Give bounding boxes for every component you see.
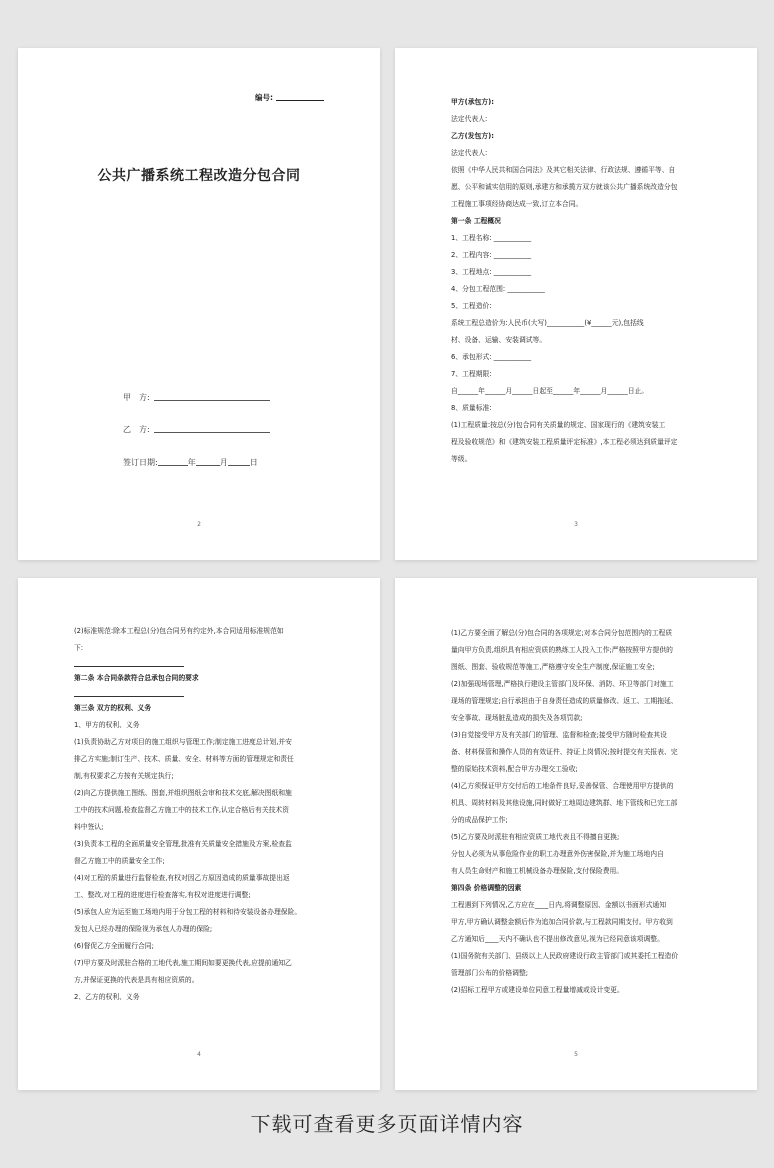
day-blank	[228, 465, 250, 466]
text-line: 等级。	[451, 455, 472, 463]
text-line: (5)承包人应为运至施工场地内用于分包工程的材料和待安装设备办理保险。	[74, 908, 302, 916]
text-line: 工、整改,对工程的进度进行检查落实,有权对进度进行调整;	[74, 891, 251, 899]
text-line: 安全事故、现场脏乱造成的损失及各项罚款;	[451, 714, 583, 722]
text-line: 7、工程期限:	[451, 370, 492, 378]
text-line: 法定代表人:	[451, 149, 488, 157]
text-line: 愿、公平和诚实信用的原则,承建方和承揽方双方就该公共广播系统改造分包	[451, 183, 678, 191]
text-line: (4)对工程的质量进行监督检查,有权对因乙方原因造成的质量事故提出返	[74, 874, 290, 882]
text-line: (7)甲方要及时派驻合格的工地代表,施工期间如要更换代表,应提前通知乙	[74, 959, 292, 967]
page-number: 3	[574, 521, 578, 528]
text-line: 发包人已经办理的保险视为承包人办理的保险;	[74, 925, 213, 933]
text-line: (1)负责协助乙方对项目的施工组织与管理工作;制定施工进度总计划,并安	[74, 738, 292, 746]
page-number: 4	[197, 1051, 201, 1058]
text-line: 依照《中华人民共和国合同法》及其它相关法律、行政法规、遵循平等、自	[451, 166, 676, 174]
text-line: (1)乙方要全面了解总(分)包合同的各项规定;对本合同分包范围内的工程质	[451, 629, 673, 637]
text-line: 乙方通知后____天内不确认也不提出修改意见,视为已经同意该项调整。	[451, 935, 664, 943]
text-line: (2)向乙方提供施工图纸、图套,并组织图纸会审和技术交底,解决图纸和施	[74, 789, 292, 797]
text-line: 排乙方实施;制订生产、技术、质量、安全、材料等方面的管理规定和责任	[74, 755, 294, 763]
text-line: 4、分包工程范围: ___________	[451, 285, 545, 293]
section-heading: 第三条 双方的权利、义务	[74, 704, 152, 712]
page-body	[451, 97, 715, 471]
party-b-blank	[154, 432, 270, 433]
text-line: 1、甲方的权利、义务	[74, 721, 140, 729]
download-more-text[interactable]: 下载可查看更多页面详情内容	[250, 1112, 524, 1136]
party-a-sign-line	[123, 392, 270, 403]
contract-title: 公共广播系统工程改造分包合同	[97, 168, 301, 184]
text-line: 自______年______月______日起至______年______月______日止。	[451, 387, 649, 395]
text-line: 甲方,甲方确认调整金额后作为追加合同价款,与工程款同期支付。甲方收到	[451, 918, 673, 926]
page-number: 5	[574, 1051, 578, 1058]
text-line: 图纸、图套、验收规范等施工,严格遵守安全生产制度,保证施工安全;	[451, 663, 655, 671]
contract-number-label: 编号:	[255, 93, 273, 102]
text-line: 量向甲方负责,组织具有相应资质的熟练工人投入工作;严格按照甲方提供的	[451, 646, 673, 654]
section-heading: 乙方(发包方):	[451, 132, 494, 140]
text-line: 2、工程内容: ___________	[451, 251, 532, 259]
day-label: 日	[249, 458, 258, 467]
section-heading: 第二条 本合同条款符合总承包合同的要求	[74, 674, 199, 682]
month-label: 月	[219, 458, 228, 467]
year-label: 年	[187, 458, 196, 467]
party-a-label: 甲 方:	[123, 393, 150, 402]
section-heading: 第四条 价格调整的因素	[451, 884, 522, 892]
text-line: 工中的技术问题,检查监督乙方施工中的技术工作,认定合格后有关技术资	[74, 806, 290, 814]
text-line: (1)国务院有关部门、县级以上人民政府建设行政主管部门或其委托工程造价	[451, 952, 679, 960]
text-line: 方,并保证更换的代表是具有相应资质的。	[74, 976, 199, 984]
text-line: 程及验收规范》和《建筑安装工程质量评定标准》,本工程必须达到质量评定	[451, 438, 678, 446]
party-a-blank	[154, 400, 270, 401]
text-line: 机具、周转材料及其他设施,同时做好工地周边建筑群、地下管线和已完工部	[451, 799, 678, 807]
text-line: 下:	[74, 644, 84, 652]
text-line: (2)加强现场管理,严格执行建设主管部门及环保、消防、环卫等部门对施工	[451, 680, 674, 688]
sign-date-label: 签订日期:	[123, 458, 158, 467]
text-line: 1、工程名称: ___________	[451, 234, 532, 242]
text-line: 督乙方施工中的质量安全工作;	[74, 857, 165, 865]
text-line: 制,有权要求乙方按有关规定执行;	[74, 772, 174, 780]
text-line: 有人员生命财产和施工机械设备办理保险,支付保险费用。	[451, 867, 624, 875]
page-body	[451, 628, 715, 1002]
text-line: (2)标准规范:除本工程总(分)包合同另有约定外,本合同适用标准规范如	[74, 627, 284, 635]
text-line: 法定代表人:	[451, 115, 488, 123]
text-line: 材、设备、运输、安装调试等。	[451, 336, 547, 344]
year-blank	[158, 465, 188, 466]
text-line: (3)负责本工程的全面质量安全管理,批准有关质量安全措施及方案,检查监	[74, 840, 292, 848]
text-line: 6、承包形式: ___________	[451, 353, 532, 361]
page-number: 2	[197, 521, 201, 528]
party-b-label: 乙 方:	[123, 425, 150, 434]
text-line: (4)乙方须保证甲方交付后的工地条件良好,妥善保管、合理使用甲方提供的	[451, 782, 674, 790]
text-line: 2、乙方的权利、义务	[74, 993, 140, 1001]
text-line: 现场的管理规定;自行承担由于自身责任造成的质量修改、返工、工期拖延、	[451, 697, 678, 705]
sign-date-line	[123, 457, 258, 468]
text-line: 料中签认;	[74, 823, 104, 831]
text-line: 工程施工事项经协商达成一致,订立本合同。	[451, 200, 583, 208]
blank-rule	[74, 660, 184, 667]
text-line: 分包人必须为从事危险作业的职工办理意外伤害保险,并为施工场地内自	[451, 850, 664, 858]
text-line: (6)督促乙方全面履行合同;	[74, 942, 154, 950]
text-line: (3)自觉接受甲方及有关部门的管理、监督和检查;接受甲方随时检查其设	[451, 731, 667, 739]
contract-number-blank	[276, 100, 324, 101]
text-line: 备、材料保管和操作人员的有效证件、持证上岗情况;按时提交有关报表、完	[451, 748, 678, 756]
party-b-sign-line	[123, 424, 270, 435]
text-line: 8、质量标准:	[451, 404, 492, 412]
text-line: (5)乙方要及时派驻有相应资质工地代表且不得擅自更换;	[451, 833, 620, 841]
text-line: 管理部门公布的价格调整;	[451, 969, 529, 977]
document-page-2	[18, 48, 380, 560]
text-line: 工程遇到下列情况,乙方应在____日内,将调整原因、金额以书面形式通知	[451, 901, 667, 909]
text-line: 分的成品保护工作;	[451, 816, 508, 824]
text-line: 整的原始技术资料,配合甲方办理交工验收;	[451, 765, 578, 773]
section-heading: 甲方(承包方):	[451, 98, 494, 106]
text-line: 系统工程总造价为:人民币(大写)___________(¥______元),包括线	[451, 319, 644, 327]
contract-number	[255, 92, 324, 103]
section-heading: 第一条 工程概况	[451, 217, 501, 225]
document-page-3	[395, 48, 757, 560]
page-body	[74, 626, 338, 1009]
document-page-4	[18, 578, 380, 1090]
text-line: (2)招标工程甲方或建设单位同意工程量增减或设计变更。	[451, 986, 624, 994]
document-page-5	[395, 578, 757, 1090]
text-line: 3、工程地点: ___________	[451, 268, 532, 276]
text-line: (1)工程质量:按总(分)包合同有关质量的规定、国家现行的《建筑安装工	[451, 421, 666, 429]
text-line: 5、工程造价:	[451, 302, 492, 310]
blank-rule	[74, 690, 184, 697]
month-blank	[196, 465, 220, 466]
